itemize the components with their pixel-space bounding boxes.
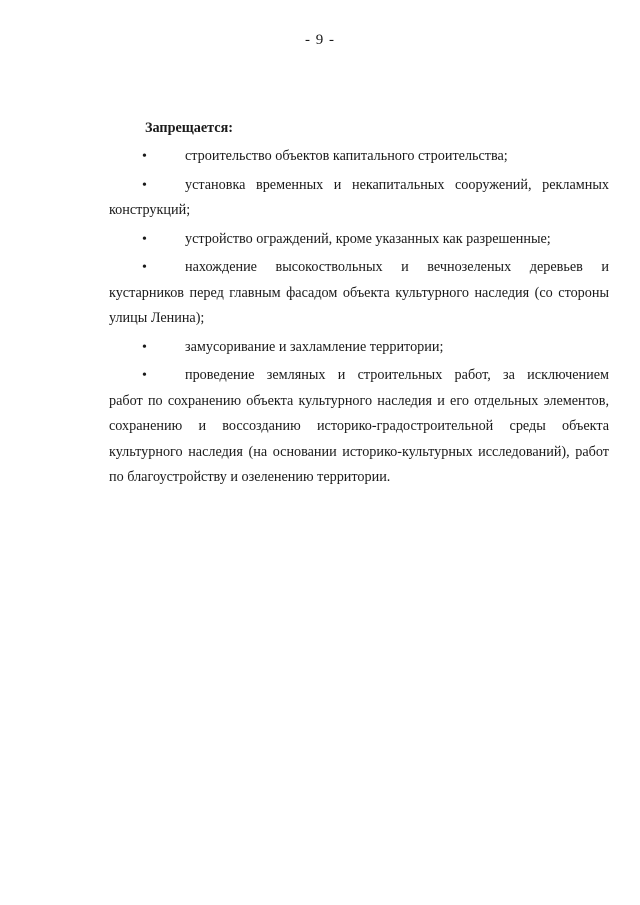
bullet-icon: • xyxy=(142,260,147,275)
bullet-icon: • xyxy=(142,177,147,193)
list-item xyxy=(109,255,609,332)
list-item-continuation: конструкций; xyxy=(109,202,191,218)
page-number: - 9 - xyxy=(305,32,335,48)
list-item-text: замусоривание и захламление территории; xyxy=(185,338,444,355)
list-item-text: нахождение высокоствольных и вечнозеленых деревьев и xyxy=(185,259,609,275)
list-item xyxy=(109,363,609,491)
bullet-icon: • xyxy=(142,368,147,383)
list-item-text: строительство объектов капитального строительства; xyxy=(185,148,508,164)
list-item-text: проведение земляных и строительных работ, за исключением xyxy=(185,367,609,383)
list-item-text: установка временных и некапитальных сооружений, рекламных xyxy=(185,176,609,193)
list-item-continuation: работ по сохранению объекта культурного наследия и его отдельных элементов, сохранению и воссозданию историко-градостроительной среды объекта культурного наследия (на основании историко-культурных исследований), работ по благоустройству и озеленению территории. xyxy=(109,392,609,485)
bullet-icon: • xyxy=(142,149,147,164)
list-item xyxy=(109,173,609,224)
list-item xyxy=(109,227,609,253)
list-item-continuation: кустарников перед главным фасадом объекта культурного наследия (со стороны улицы Ленина); xyxy=(109,284,609,326)
section-heading: Запрещается: xyxy=(145,120,233,136)
document-body xyxy=(109,116,609,494)
bullet-icon: • xyxy=(142,231,147,247)
list-item-text: устройство ограждений, кроме указанных как разрешенные; xyxy=(185,230,551,247)
list-item xyxy=(109,335,609,361)
bullet-icon: • xyxy=(142,339,147,355)
list-item xyxy=(109,144,609,170)
